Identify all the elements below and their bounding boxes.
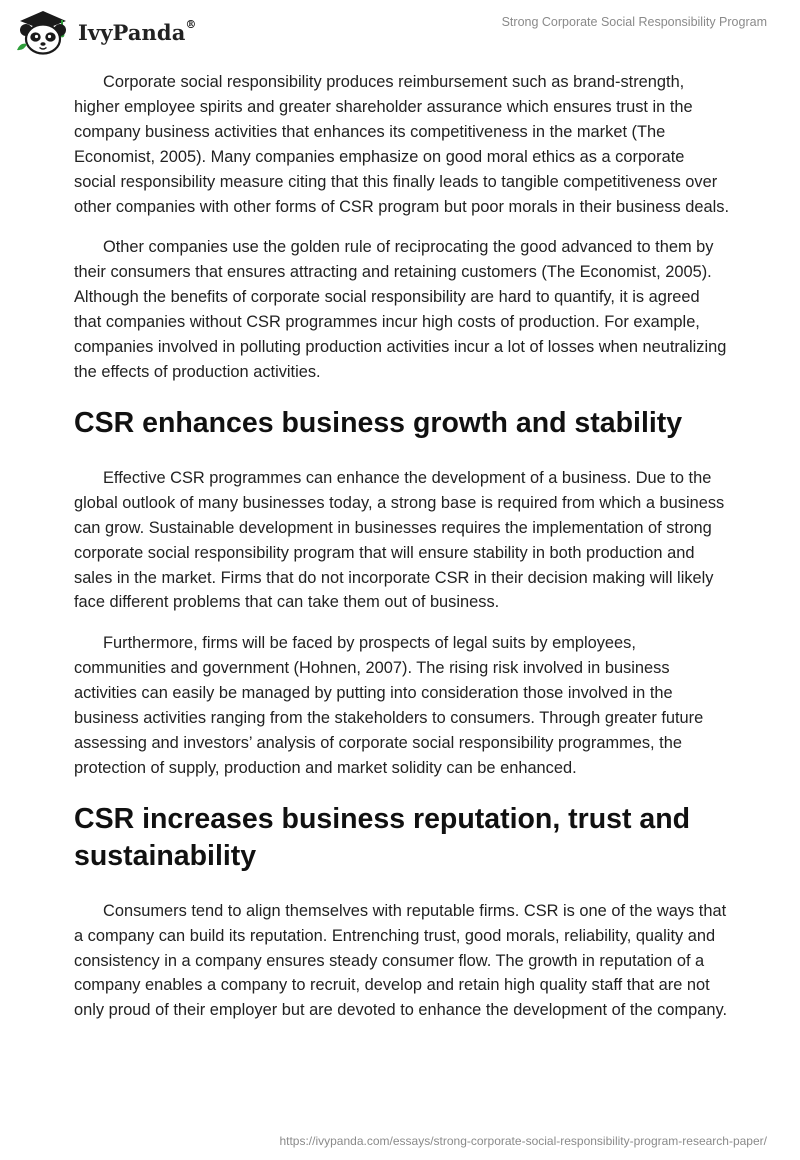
paragraph: Effective CSR programmes can enhance the development of a business. Due to the global outlook of many businesses today, a strong base is required from which a business can grow. Sustainable development in businesses requires the implementation of strong corporate social responsibility program that will ensure stability in both production and sales in the market. Firms that do not incorporate CSR in their decision making will likely face different problems that can take them out of business. <box>74 468 725 612</box>
source-url[interactable]: https://ivypanda.com/essays/strong-corporate-social-responsibility-program-research-paper/ <box>279 1134 767 1148</box>
section-heading: CSR increases business reputation, trust and sustainability <box>74 802 691 872</box>
panda-graduate-icon <box>14 8 72 56</box>
section-heading: CSR enhances business growth and stability <box>74 406 683 439</box>
essay-body <box>74 70 730 1039</box>
document-title: Strong Corporate Social Responsibility Program <box>501 15 767 29</box>
paragraph: Furthermore, firms will be faced by prospects of legal suits by employees, communities and government (Hohnen, 2007). The rising risk involved in business activities can easily be managed by putting into consideration those involved in the business activities ranging from the stakeholders to consumers. Through greater future assessing and investors’ analysis of corporate social responsibility programmes, the protection of supply, production and market solidity can be enhanced. <box>74 634 704 777</box>
brand-name: IvyPanda® <box>78 17 197 45</box>
page-header <box>0 0 800 64</box>
paragraph: Corporate social responsibility produces reimbursement such as brand-strength, higher employee spirits and greater shareholder assurance which ensures trust in the company business activities that enhances its competitiveness in the market (The Economist, 2005). Many companies emphasize on good moral ethics as a corporate social responsibility measure citing that this finally leads to tangible competitiveness over other companies with other forms of CSR program but poor morals in their business deals. <box>74 73 730 216</box>
ivypanda-logo[interactable] <box>14 8 197 56</box>
paragraph: Other companies use the golden rule of reciprocating the good advanced to them by their consumers that ensures attracting and retaining customers (The Economist, 2005). Although the benefits of corporate social responsibility are hard to quantify, it is agreed that companies without CSR programmes incur high costs of production. For example, companies involved in polluting production activities incur a lot of losses when neutralizing the effects of production activities. <box>74 238 727 381</box>
paragraph: Consumers tend to align themselves with reputable firms. CSR is one of the ways that a company can build its reputation. Entrenching trust, good morals, reliability, quality and consistency in a company ensures steady consumer flow. The growth in reputation of a company enables a company to recruit, develop and retain high quality staff that are not only proud of their employer but are devoted to enhance the development of the company. <box>74 901 728 1020</box>
